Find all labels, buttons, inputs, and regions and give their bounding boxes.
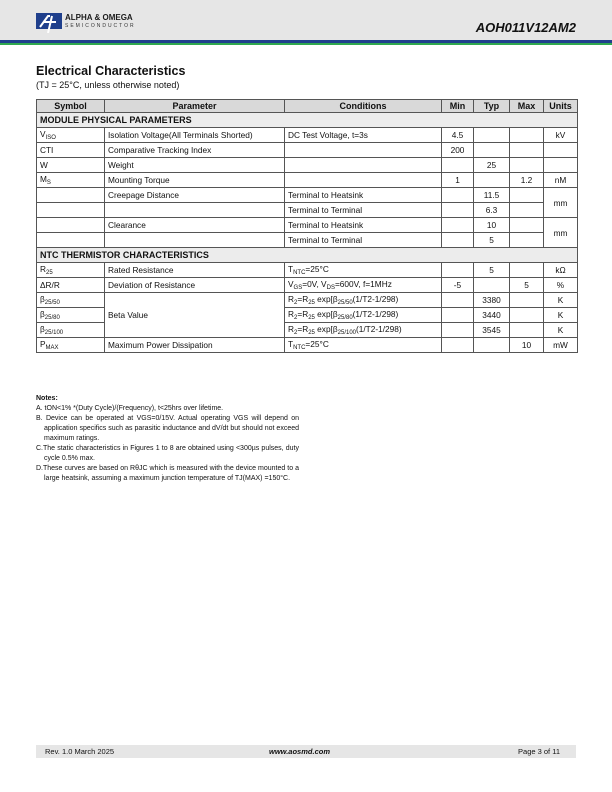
text-segment: =25°C bbox=[305, 339, 329, 349]
text-segment: exp[β bbox=[314, 309, 338, 319]
symbol-cell bbox=[37, 338, 105, 353]
parameter-cell bbox=[105, 203, 285, 218]
column-header-max: Max bbox=[510, 100, 544, 113]
text-segment: ΔR/R bbox=[40, 280, 60, 290]
typ-cell: 3440 bbox=[474, 308, 510, 323]
table-row bbox=[37, 158, 578, 173]
symbol-cell bbox=[37, 143, 105, 158]
column-header-typ: Typ bbox=[474, 100, 510, 113]
note-item: D.These curves are based on RθJC which is measured with the device mounted to a large heatsink, assuming a maximum junction temperature of TJ(MAX) =150°C. bbox=[36, 465, 299, 482]
subscript: 25 bbox=[308, 330, 315, 336]
subscript: 25/80 bbox=[337, 315, 353, 321]
note-item: B. Device can be operated at VGS=0/15V. Actual operating VGS will depend on application specifics such as parasitic inductance and dV/dt but should not exceed maximum ratings. bbox=[36, 415, 299, 442]
min-cell: 4.5 bbox=[442, 128, 474, 143]
text-segment: T bbox=[288, 264, 294, 274]
subscript: 25 bbox=[308, 300, 315, 306]
max-cell bbox=[510, 308, 544, 323]
text-segment: W bbox=[40, 160, 48, 170]
min-cell: 200 bbox=[442, 143, 474, 158]
conditions-cell bbox=[285, 188, 442, 203]
symbol-cell bbox=[37, 203, 105, 218]
company-logo-icon bbox=[36, 13, 62, 33]
typ-cell: 25 bbox=[474, 158, 510, 173]
footer-revision: Rev. 1.0 March 2025 bbox=[45, 747, 115, 756]
typ-cell: 5 bbox=[474, 233, 510, 248]
text-segment: (1/T2-1/298) bbox=[356, 324, 402, 334]
units-cell: nM bbox=[544, 173, 578, 188]
min-cell bbox=[442, 188, 474, 203]
text-segment: =0V, V bbox=[302, 279, 327, 289]
conditions-cell bbox=[285, 203, 442, 218]
subscript: 25/50 bbox=[44, 300, 60, 306]
brand-subtitle: SEMICONDUCTOR bbox=[65, 23, 136, 29]
min-cell: -5 bbox=[442, 278, 474, 293]
column-header-symbol: Symbol bbox=[37, 100, 105, 113]
conditions-cell bbox=[285, 218, 442, 233]
typ-cell: 3545 bbox=[474, 323, 510, 338]
brand-name: ALPHA & OMEGA bbox=[65, 13, 133, 22]
min-cell bbox=[442, 233, 474, 248]
max-cell bbox=[510, 263, 544, 278]
column-header-parameter: Parameter bbox=[105, 100, 285, 113]
units-cell bbox=[544, 143, 578, 158]
conditions-cell bbox=[285, 338, 442, 353]
units-cell: kΩ bbox=[544, 263, 578, 278]
units-cell: kV bbox=[544, 128, 578, 143]
parameter-cell bbox=[105, 233, 285, 248]
conditions-cell bbox=[285, 263, 442, 278]
text-segment: Terminal to Terminal bbox=[288, 205, 363, 215]
max-cell: 5 bbox=[510, 278, 544, 293]
min-cell bbox=[442, 158, 474, 173]
units-cell bbox=[544, 158, 578, 173]
text-segment: β bbox=[40, 294, 45, 304]
page-footer bbox=[36, 745, 576, 758]
text-segment: =R bbox=[297, 294, 309, 304]
units-cell: mm bbox=[544, 188, 578, 218]
units-cell: K bbox=[544, 323, 578, 338]
table-row bbox=[37, 188, 578, 203]
subscript: 25/50 bbox=[337, 300, 353, 306]
symbol-cell bbox=[37, 278, 105, 293]
max-cell bbox=[510, 233, 544, 248]
subscript: 2 bbox=[294, 300, 298, 306]
subscript: 2 bbox=[294, 315, 298, 321]
min-cell bbox=[442, 263, 474, 278]
text-segment: exp[β bbox=[314, 294, 338, 304]
parameter-cell: Deviation of Resistance bbox=[105, 278, 285, 293]
parameter-cell: Clearance bbox=[105, 218, 285, 233]
max-cell bbox=[510, 203, 544, 218]
symbol-cell bbox=[37, 188, 105, 203]
subscript: GS bbox=[293, 285, 303, 291]
column-header-units: Units bbox=[544, 100, 578, 113]
text-segment: (1/T2-1/298) bbox=[352, 294, 399, 304]
table-row bbox=[37, 218, 578, 233]
subscript: DS bbox=[326, 285, 335, 291]
symbol-cell bbox=[37, 158, 105, 173]
typ-cell bbox=[474, 143, 510, 158]
text-segment: P bbox=[40, 339, 46, 349]
min-cell bbox=[442, 338, 474, 353]
subscript: S bbox=[46, 180, 51, 186]
subscript: 25/100 bbox=[337, 330, 356, 336]
typ-cell: 11.5 bbox=[474, 188, 510, 203]
table-header-row bbox=[37, 100, 578, 113]
electrical-characteristics-table bbox=[36, 99, 578, 353]
text-segment: β bbox=[40, 324, 45, 334]
typ-cell: 3380 bbox=[474, 293, 510, 308]
text-segment: =R bbox=[297, 324, 309, 334]
subscript: 25/100 bbox=[44, 330, 64, 336]
max-cell bbox=[510, 293, 544, 308]
min-cell bbox=[442, 203, 474, 218]
conditions-cell bbox=[285, 323, 442, 338]
parameter-cell: Comparative Tracking Index bbox=[105, 143, 285, 158]
column-header-conditions: Conditions bbox=[285, 100, 442, 113]
notes bbox=[36, 394, 299, 484]
section-title: MODULE PHYSICAL PARAMETERS bbox=[37, 113, 578, 128]
units-cell: mW bbox=[544, 338, 578, 353]
max-cell bbox=[510, 143, 544, 158]
symbol-cell bbox=[37, 263, 105, 278]
text-segment: Terminal to Heatsink bbox=[288, 190, 364, 200]
footer-page-number: Page 3 of 11 bbox=[518, 747, 560, 756]
subscript: 25 bbox=[308, 315, 315, 321]
symbol-cell bbox=[37, 128, 105, 143]
table-row bbox=[37, 143, 578, 158]
conditions-cell bbox=[285, 158, 442, 173]
table-row bbox=[37, 278, 578, 293]
table-row bbox=[37, 233, 578, 248]
section-header-row bbox=[37, 248, 578, 263]
footer-website[interactable]: www.aosmd.com bbox=[269, 747, 330, 756]
units-cell: mm bbox=[544, 218, 578, 248]
max-cell bbox=[510, 188, 544, 203]
table-row bbox=[37, 338, 578, 353]
parameter-cell: Maximum Power Dissipation bbox=[105, 338, 285, 353]
subscript: NTC bbox=[293, 345, 306, 351]
max-cell: 1.2 bbox=[510, 173, 544, 188]
symbol-cell bbox=[37, 323, 105, 338]
subscript: 25/80 bbox=[44, 315, 60, 321]
text-segment: T bbox=[288, 339, 294, 349]
min-cell bbox=[442, 308, 474, 323]
typ-cell bbox=[474, 173, 510, 188]
parameter-cell: Beta Value bbox=[105, 293, 285, 338]
parameter-cell: Weight bbox=[105, 158, 285, 173]
subscript: MAX bbox=[45, 345, 59, 351]
conditions-cell bbox=[285, 308, 442, 323]
text-segment: R bbox=[288, 294, 294, 304]
text-segment: CTI bbox=[40, 145, 54, 155]
typ-cell bbox=[474, 338, 510, 353]
header-green-rule bbox=[0, 43, 612, 45]
symbol-cell bbox=[37, 233, 105, 248]
section-subtitle: (TJ = 25°C, unless otherwise noted) bbox=[36, 80, 180, 90]
text-segment: R bbox=[40, 264, 46, 274]
text-segment: M bbox=[40, 174, 47, 184]
text-segment: V bbox=[40, 129, 46, 139]
parameter-cell: Isolation Voltage(All Terminals Shorted) bbox=[105, 128, 285, 143]
conditions-cell bbox=[285, 128, 442, 143]
conditions-cell bbox=[285, 293, 442, 308]
note-item: C.The static characteristics in Figures 1 to 8 are obtained using <300µs pulses, duty cycle 0.5% max. bbox=[36, 445, 299, 462]
text-segment: DC Test Voltage, t=3s bbox=[288, 130, 368, 140]
text-segment: (1/T2-1/298) bbox=[352, 309, 399, 319]
typ-cell bbox=[474, 128, 510, 143]
text-segment: Terminal to Heatsink bbox=[288, 220, 364, 230]
symbol-cell bbox=[37, 173, 105, 188]
symbol-cell bbox=[37, 308, 105, 323]
text-segment: =R bbox=[297, 309, 309, 319]
typ-cell: 10 bbox=[474, 218, 510, 233]
min-cell bbox=[442, 293, 474, 308]
max-cell bbox=[510, 158, 544, 173]
typ-cell: 6.3 bbox=[474, 203, 510, 218]
parameter-cell: Creepage Distance bbox=[105, 188, 285, 203]
text-segment: V bbox=[288, 279, 294, 289]
note-item: A. tON<1% *(Duty Cycle)/(Frequency), t<25hrs over lifetime. bbox=[36, 405, 224, 412]
conditions-cell bbox=[285, 233, 442, 248]
symbol-cell bbox=[37, 293, 105, 308]
units-cell: K bbox=[544, 308, 578, 323]
subscript: 25 bbox=[46, 270, 53, 276]
column-header-min: Min bbox=[442, 100, 474, 113]
typ-cell bbox=[474, 278, 510, 293]
min-cell bbox=[442, 218, 474, 233]
typ-cell: 5 bbox=[474, 263, 510, 278]
max-cell bbox=[510, 218, 544, 233]
subscript: ISO bbox=[45, 135, 56, 141]
table-row bbox=[37, 173, 578, 188]
table-row bbox=[37, 263, 578, 278]
section-title: Electrical Characteristics bbox=[36, 64, 186, 78]
text-segment: Terminal to Terminal bbox=[288, 235, 363, 245]
min-cell: 1 bbox=[442, 173, 474, 188]
text-segment: =25°C bbox=[305, 264, 329, 274]
part-number: AOH011V12AM2 bbox=[475, 20, 576, 35]
symbol-cell bbox=[37, 218, 105, 233]
section-title: NTC THERMISTOR CHARACTERISTICS bbox=[37, 248, 578, 263]
table-row bbox=[37, 128, 578, 143]
parameter-cell: Mounting Torque bbox=[105, 173, 285, 188]
min-cell bbox=[442, 323, 474, 338]
max-cell bbox=[510, 128, 544, 143]
text-segment: R bbox=[288, 324, 294, 334]
max-cell bbox=[510, 323, 544, 338]
max-cell: 10 bbox=[510, 338, 544, 353]
text-segment: exp[β bbox=[314, 324, 338, 334]
text-segment: =600V, f=1MHz bbox=[334, 279, 392, 289]
parameter-cell: Rated Resistance bbox=[105, 263, 285, 278]
conditions-cell bbox=[285, 143, 442, 158]
table-row bbox=[37, 203, 578, 218]
notes-heading: Notes: bbox=[36, 395, 58, 402]
subscript: NTC bbox=[293, 270, 306, 276]
units-cell: % bbox=[544, 278, 578, 293]
units-cell: K bbox=[544, 293, 578, 308]
section-header-row bbox=[37, 113, 578, 128]
conditions-cell bbox=[285, 278, 442, 293]
text-segment: β bbox=[40, 309, 45, 319]
table-row bbox=[37, 293, 578, 308]
text-segment: R bbox=[288, 309, 294, 319]
conditions-cell bbox=[285, 173, 442, 188]
subscript: 2 bbox=[294, 330, 298, 336]
